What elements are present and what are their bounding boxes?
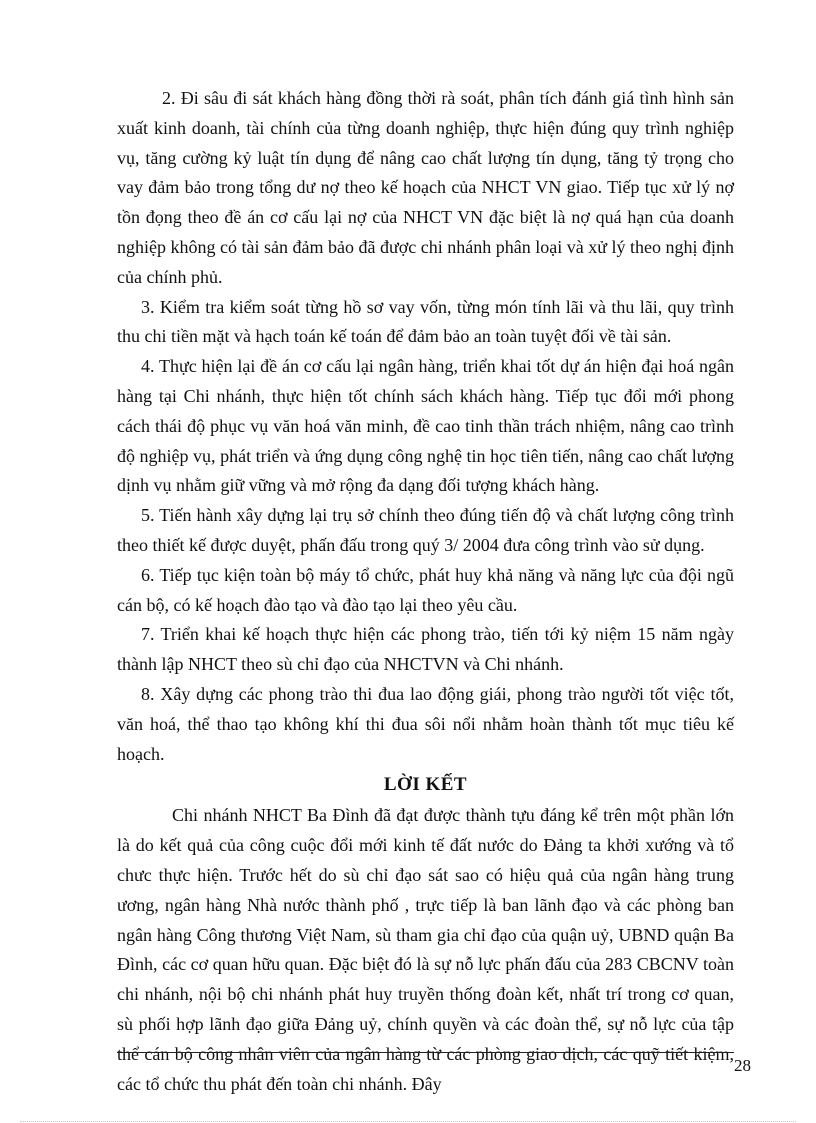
list-item-4: 4. Thực hiện lại đề án cơ cấu lại ngân hàng, triển khai tốt dự án hiện đại hoá ngân hàng tại Chi nhánh, thực hiện tốt chính sách khách hàng. Tiếp tục đổi mới phong cách thái độ phục vụ văn hoá văn minh, đề cao tinh thần trách nhiệm, nâng cao trình độ nghiệp vụ, phát triển và ứng dụng công nghệ tin học tiên tiến, nâng cao chất lượng dịnh vụ nhằm giữ vững và mở rộng đa dạng đối tượng khách hàng.: [117, 356, 734, 496]
list-item-6: 6. Tiếp tục kiện toàn bộ máy tổ chức, phát huy khả năng và năng lực của đội ngũ cán bộ, có kế hoạch đào tạo và đào tạo lại theo yêu cầu.: [117, 564, 734, 615]
closing-paragraph: Chi nhánh NHCT Ba Đình đã đạt được thành tựu đáng kể trên một phần lớn là do kết quả của công cuộc đổi mới kinh tế đất nước do Đảng ta khởi xướng và tổ chưc thực hiện. Trước hết do sù chỉ đạo sát sao có hiệu quả của ngân hàng trung ương, ngân hàng Nhà nước thành phố , trực tiếp là ban lãnh đạo và các phòng ban ngân hàng Công thương Việt Nam, sù tham gia chỉ đạo của quận uỷ, UBND quận Ba Đình, các cơ quan hữu quan. Đặc biệt đó là sự nỗ lực phấn đấu của 283 CBCNV toàn chi nhánh, nội bộ chi nhánh phát huy truyền thống đoàn kết, nhất trí trong cơ quan, sù phối hợp lãnh đạo giữa Đảng uỷ, chính quyền và các đoàn thể, sự nỗ lực của tập thể cán bộ công nhân viên của ngân hàng từ các phòng giao dịch, các quỹ tiết kiệm, các tổ chức thu phát đến toàn chi nhánh. Đây: [117, 805, 734, 1094]
section-heading: LỜI KẾT: [383, 774, 468, 796]
list-item-8: 8. Xây dựng các phong trào thi đua lao động giái, phong trào người tốt việc tốt, văn hoá, thể thao tạo không khí thi đua sôi nổi nhằm hoàn thành tốt mục tiêu kế hoạch.: [117, 683, 734, 764]
list-item-2: 2. Đi sâu đi sát khách hàng đồng thời rà soát, phân tích đánh giá tình hình sản xuất kinh doanh, tài chính của từng doanh nghiệp, thực hiện đúng quy trình nghiệp vụ, tăng cường kỷ luật tín dụng để nâng cao chất lượng tín dụng, tăng tỷ trọng cho vay đảm bảo trong tổng dư nợ theo kế hoạch của NHCT VN giao. Tiếp tục xử lý nợ tồn đọng theo đề án cơ cấu lại nợ của NHCT VN đặc biệt là nợ quá hạn của doanh nghiệp không có tài sản đảm bảo đã được chi nhánh phân loại và xử lý theo nghị định của chính phủ.: [117, 88, 734, 287]
page-edge-dots: [20, 1121, 796, 1122]
page-number: 28: [734, 1056, 751, 1075]
list-item-3: 3. Kiểm tra kiểm soát từng hồ sơ vay vốn, từng món tính lãi và thu lãi, quy trình thu chi tiền mặt và hạch toán kế toán để đảm bảo an toàn tuyệt đối về tài sản.: [117, 296, 734, 347]
list-item-5: 5. Tiến hành xây dựng lại trụ sở chính theo đúng tiến độ và chất lượng công trình theo thiết kế được duyệt, phấn đấu trong quý 3/ 2004 đưa công trình vào sử dụng.: [117, 505, 734, 555]
footer-divider: [117, 1052, 734, 1053]
page-body: [117, 84, 734, 1099]
list-item-7: 7. Triển khai kế hoạch thực hiện các phong trào, tiến tới kỷ niệm 15 năm ngày thành lập NHCT theo sù chỉ đạo của NHCTVN và Chi nhánh.: [117, 624, 734, 675]
